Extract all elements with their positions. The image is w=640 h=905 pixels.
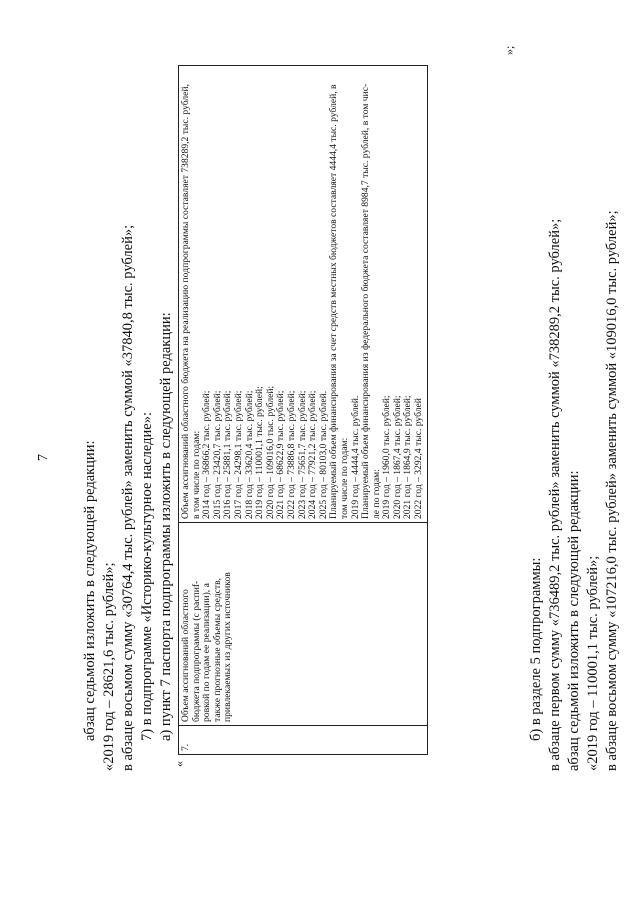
content-line: 2021 год – 68622,9 тыс. рублей; — [275, 390, 287, 519]
name-line: бюджета подпрограммы (с распиf- — [190, 580, 202, 722]
content-line: 2023 год – 75651,7 тыс. рублей; — [296, 390, 308, 519]
name-line: привлекаемых из других источников — [222, 572, 234, 722]
content-line: Планируемый объем финансирования из федерального бюджета составляет 8984,7 тыс. рублей, в том чис- — [360, 83, 372, 519]
top-paragraph-1: абзац седьмой изложить в следующей редакции: — [82, 440, 98, 741]
bottom-paragraph-3: абзац седьмой изложить в следующей редакции: — [566, 470, 582, 771]
passport-table — [178, 65, 428, 755]
content-line: том числе по годам: — [338, 437, 350, 519]
table-row — [179, 66, 428, 755]
content-line: 2014 год – 36866,2 тыс. рублей; — [201, 390, 213, 519]
content-line: Объем ассигнований областного бюджета на реализацию подпрограммы составляет 738289,2 тыс. рублей, — [180, 84, 191, 519]
content-line: 2019 год – 1960,0 тыс. рублей; — [381, 395, 393, 519]
row-content-cell — [179, 66, 428, 523]
name-line: также прогнозные объемы средств, — [211, 577, 223, 722]
row-number-cell — [179, 726, 428, 755]
content-line: Планируемый объем финансирования за счет средств местных бюджетов составляет 4444,4 тыс. рублей, в — [328, 84, 340, 519]
content-line: 2015 год – 23420,7 тыс. рублей; — [211, 390, 223, 519]
close-quote: »; — [502, 45, 516, 55]
name-line: Объем ассигнований областного — [180, 589, 191, 722]
bottom-paragraph-1: б) в разделе 5 подпрограммы: — [528, 557, 544, 741]
open-quote: « — [172, 761, 186, 767]
bottom-paragraph-5: в абзаце восьмом сумму «107216,0 тыс. рублей» заменить суммой «109016,0 тыс. рублей»; — [604, 210, 620, 771]
content-line: 2018 год – 33620,4 тыс. рублей; — [243, 390, 255, 519]
content-line: 2019 год – 110001,1 тыс. рублей; — [254, 386, 266, 519]
content-line: ле по годам: — [370, 469, 382, 519]
content-line: в том числе по годам: — [190, 430, 202, 519]
row-number: 7. — [180, 743, 191, 751]
content-line: 2020 год – 1867,4 тыс. рублей; — [391, 395, 403, 519]
page-number: 7 — [36, 454, 51, 461]
bottom-paragraph-2: в абзаце первом сумму «736489,2 тыс. рублей» заменить суммой «738289,2 тыс. рублей»; — [547, 218, 563, 771]
top-paragraph-3: в абзаце восьмом сумму «30764,4 тыс. рублей» заменить суммой «37840,8 тыс. рублей»; — [120, 224, 136, 771]
name-line: ровкой по годам ее реализации), а — [201, 583, 213, 722]
content-line: 2025 год – 80103,0 тыс. рублей. — [317, 390, 329, 519]
row-name-cell — [179, 523, 428, 726]
top-paragraph-2: «2019 год – 28621,6 тыс. рублей»; — [101, 562, 117, 771]
content-line: 2016 год – 25881,1 тыс. рублей; — [222, 390, 234, 519]
content-line: 2024 год – 77921,2 тыс. рублей; — [307, 390, 319, 519]
content-line: 2019 год – 4444,4 тыс. рублей. — [349, 395, 361, 519]
content-line: 2021 год – 1864,9 тыс. рублей; — [402, 395, 414, 519]
top-paragraph-4: 7) в подпрограмме «Историко-культурное наследие»: — [139, 411, 155, 741]
top-paragraph-5: а) пункт 7 паспорта подпрограммы изложить в следующей редакции: — [158, 312, 174, 741]
content-line: 2020 год – 109016,0 тыс. рублей; — [264, 385, 276, 519]
content-line: 2022 год – 3292,4 тыс. рублей — [413, 398, 425, 519]
content-line: 2017 год – 24298,1 тыс. рублей; — [232, 390, 244, 519]
content-line: 2022 год – 73886,8 тыс. рублей; — [285, 390, 297, 519]
bottom-paragraph-4: «2019 год – 110001,1 тыс. рублей»; — [585, 555, 601, 771]
